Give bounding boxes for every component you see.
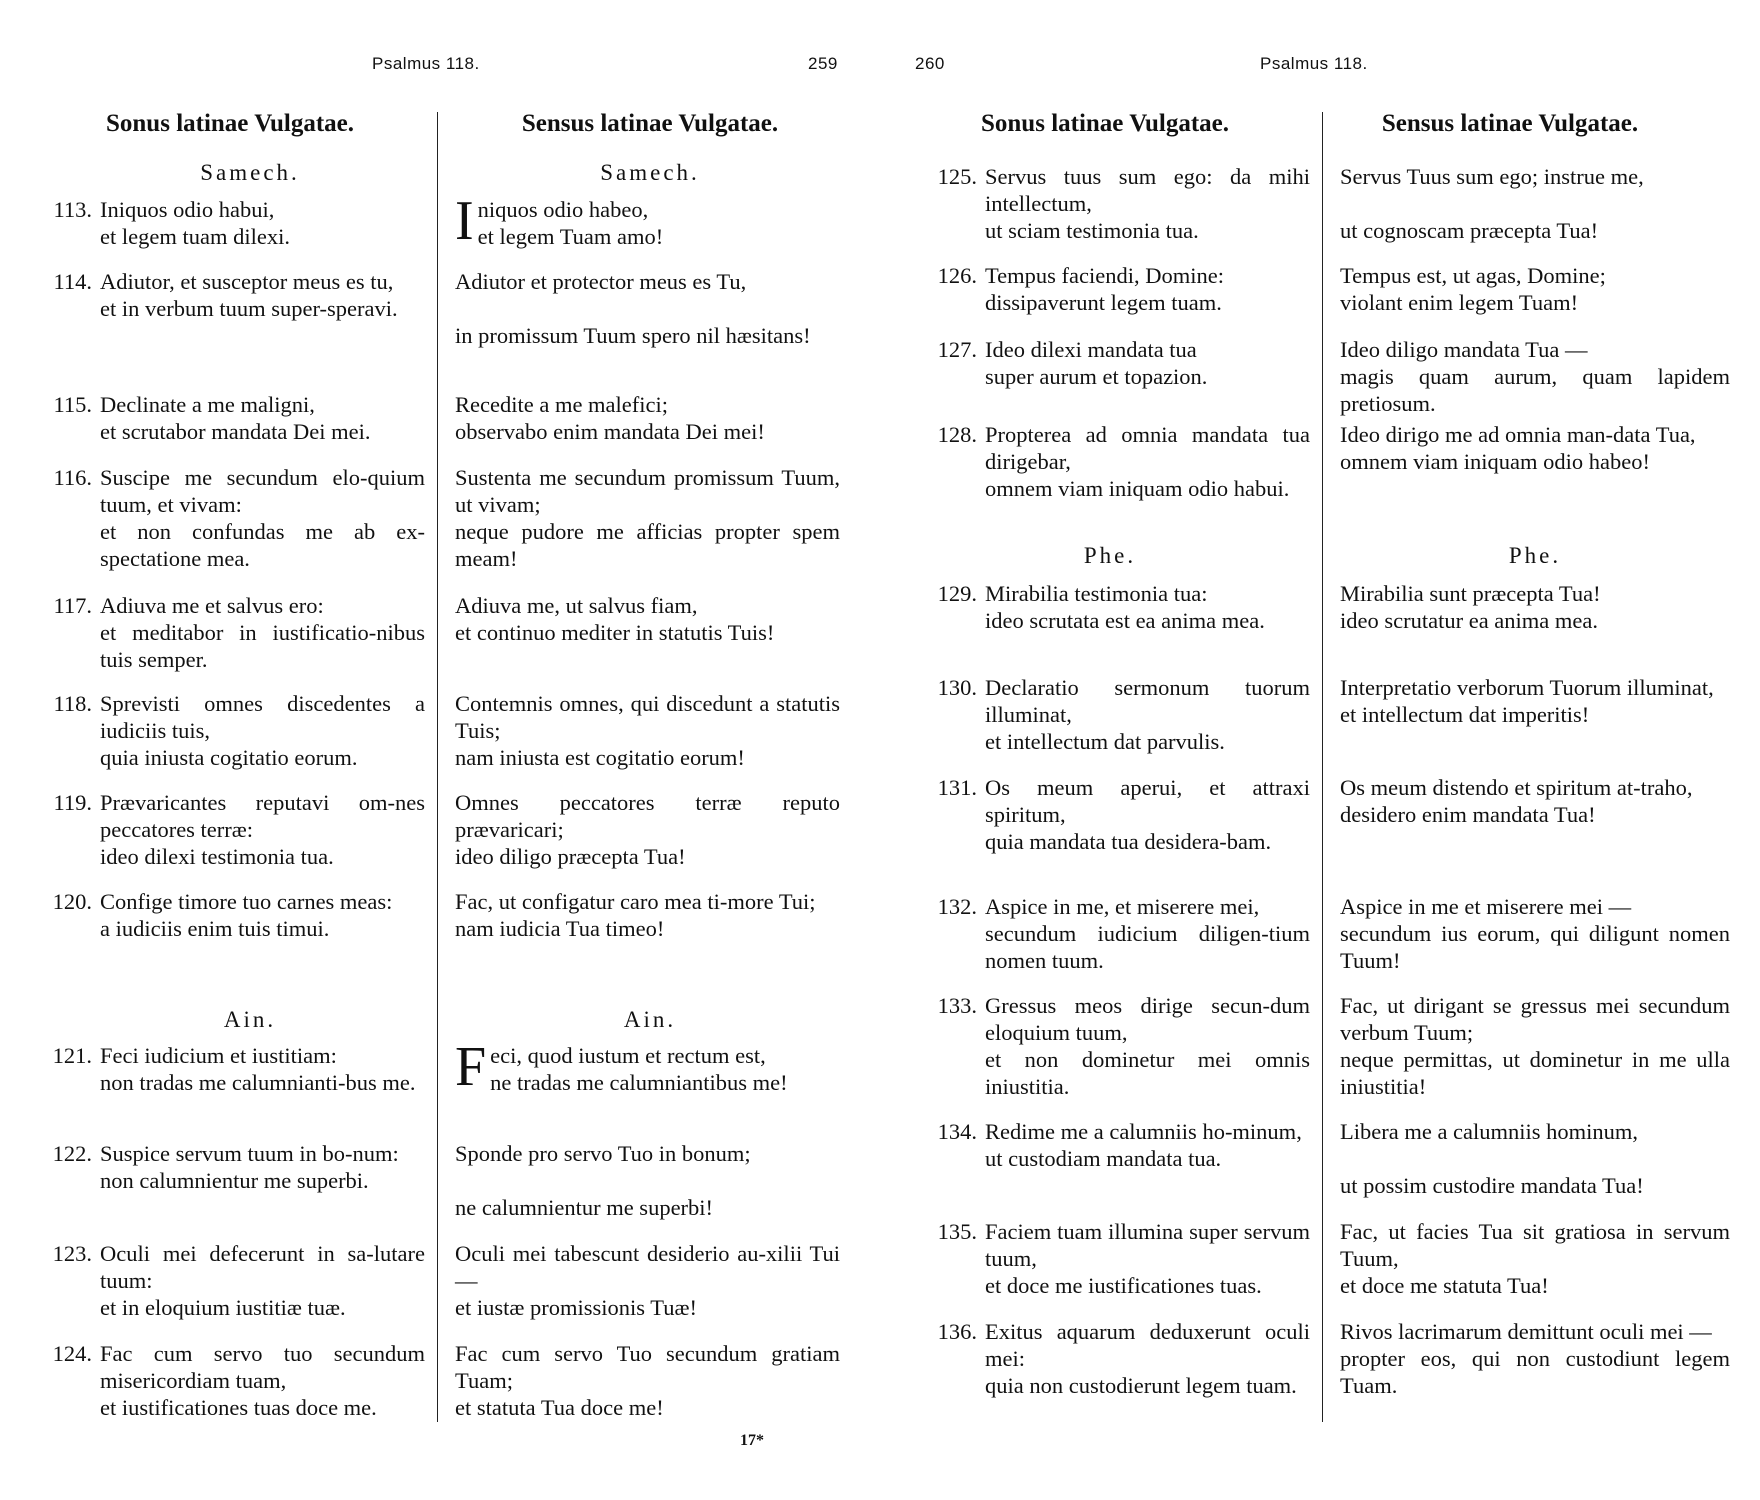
verse-text: Fac, ut facies Tua sit gratiosa in servum Tuum, et doce me statuta Tua!: [1340, 1219, 1730, 1298]
verse: [455, 1340, 840, 1421]
verse-number: 135.: [937, 1219, 977, 1244]
page-260: [880, 0, 1760, 1500]
page-number: 259: [808, 54, 838, 73]
verse: [40, 690, 425, 771]
verse: [925, 893, 1310, 974]
verse: [40, 888, 425, 942]
verse-text: Oculi mei tabescunt desiderio au-xilii Tui — et iustæ promissionis Tuæ!: [455, 1241, 840, 1320]
verse: [925, 336, 1310, 390]
verse: [40, 196, 425, 250]
verse-text: Ideo dilexi mandata tua super aurum et topazion.: [985, 337, 1208, 389]
verse-text: Feci iudicium et iustitiam: non tradas me calumnianti-bus me.: [100, 1043, 416, 1095]
verse-text: Redime me a calumniis ho-minum, ut custodiam mandata tua.: [985, 1119, 1302, 1171]
running-title: Psalmus 118.: [372, 54, 480, 73]
verse-text: Adiutor et protector meus es Tu, in promissum Tuum spero nil hæsitans!: [455, 269, 811, 348]
verse-number: 131.: [937, 775, 977, 800]
verse: [1340, 893, 1730, 974]
verse: [925, 774, 1310, 855]
verse: [925, 163, 1310, 244]
verse: [40, 1240, 425, 1321]
verse-number: 126.: [937, 263, 977, 288]
verse-text: Suscipe me secundum elo-quium tuum, et vivam: et non confundas me ab ex-spectatione mea.: [100, 465, 425, 571]
verse-number: 119.: [53, 790, 92, 815]
verse-text: Confige timore tuo carnes meas: a iudiciis enim tuis timui.: [100, 889, 393, 941]
verse-text: Faciem tuam illumina super servum tuum, et doce me iustificationes tuas.: [985, 1219, 1310, 1298]
verse-text: Libera me a calumniis hominum, ut possim custodire mandata Tua!: [1340, 1119, 1644, 1198]
verse-number: 120.: [52, 889, 92, 914]
verse-number: 136.: [937, 1319, 977, 1344]
verse-number: 124.: [52, 1341, 92, 1366]
verse-number: 116.: [53, 465, 92, 490]
verse-number: 115.: [53, 392, 92, 417]
verse: [1340, 1118, 1730, 1199]
verse-number: 113.: [53, 197, 92, 222]
verse: [1340, 992, 1730, 1100]
verse: [925, 1318, 1310, 1399]
verse: [1340, 421, 1730, 475]
verse-text: Suspice servum tuum in bo-num: non calumnientur me superbi.: [100, 1141, 399, 1193]
verse-number: 133.: [937, 993, 977, 1018]
section-heading-phe: Phe.: [1508, 543, 1562, 568]
verse: [925, 580, 1310, 634]
verse: [1340, 580, 1730, 634]
verse-text: Mirabilia testimonia tua: ideo scrutata est ea anima mea.: [985, 581, 1265, 633]
verse-text: Prævaricantes reputavi om-nes peccatores terræ: ideo dilexi testimonia tua.: [100, 790, 425, 869]
running-title: Psalmus 118.: [1260, 54, 1368, 73]
verse: [455, 1240, 840, 1321]
verse-text: Fac cum servo Tuo secundum gratiam Tuam; et statuta Tua doce me!: [455, 1341, 840, 1420]
verse-text: niquos odio habeo, et legem Tuam amo!: [477, 197, 664, 249]
verse-text: Contemnis omnes, qui discedunt a statutis Tuis; nam iniusta est cogitatio eorum!: [455, 691, 840, 770]
verse: [1340, 1318, 1730, 1399]
verse: [1340, 674, 1730, 728]
verse-text: eci, quod iustum et rectum est, ne tradas me calumniantibus me!: [490, 1043, 788, 1095]
verse-number: 123.: [52, 1241, 92, 1266]
verse: [455, 391, 840, 445]
verse-text: Omnes peccatores terræ reputo prævaricari; ideo diligo præcepta Tua!: [455, 790, 840, 869]
verse: [1340, 336, 1730, 417]
verse-number: 132.: [937, 894, 977, 919]
verse: [40, 789, 425, 870]
verse: [40, 592, 425, 673]
verse-number: 125.: [937, 164, 977, 189]
verse: [455, 888, 840, 942]
verse-text: Sponde pro servo Tuo in bonum; ne calumnientur me superbi!: [455, 1141, 751, 1220]
verse-text: Propterea ad omnia mandata tua dirigebar, omnem viam iniquam odio habui.: [985, 422, 1310, 501]
verse-text: Iniquos odio habui, et legem tuam dilexi.: [100, 197, 290, 249]
drop-cap: I: [455, 190, 474, 252]
verse-text: Declaratio sermonum tuorum illuminat, et intellectum dat parvulis.: [985, 675, 1310, 754]
verse: [925, 421, 1310, 502]
verse: [40, 1140, 425, 1194]
column-divider: [437, 112, 438, 1422]
verse: [1340, 262, 1730, 316]
verse: [925, 992, 1310, 1100]
drop-cap: F: [455, 1036, 487, 1098]
verse-number: 130.: [937, 675, 977, 700]
verse: [1340, 163, 1730, 244]
verse: [925, 674, 1310, 755]
verse: [455, 789, 840, 870]
verse-number: 134.: [937, 1119, 977, 1144]
verse: [925, 262, 1310, 316]
section-heading-samech: Samech.: [600, 160, 700, 185]
verse-text: Aspice in me, et miserere mei, secundum iudicium diligen-tium nomen tuum.: [985, 894, 1310, 973]
verse-text: Exitus aquarum deduxerunt oculi mei: quia non custodierunt legem tuam.: [985, 1319, 1310, 1398]
verse-number: 114.: [53, 269, 92, 294]
verse-text: Os meum distendo et spiritum at-traho, desidero enim mandata Tua!: [1340, 775, 1693, 827]
verse-text: Servus Tuus sum ego; instrue me, ut cognoscam præcepta Tua!: [1340, 164, 1644, 243]
verse: [455, 592, 840, 646]
verse: [40, 1042, 425, 1096]
verse: [1340, 1218, 1730, 1299]
verse: [925, 1218, 1310, 1299]
verse-text: Adiuva me, ut salvus fiam, et continuo mediter in statutis Tuis!: [455, 593, 775, 645]
verse-text: Adiuva me et salvus ero: et meditabor in iustificatio-nibus tuis semper.: [100, 593, 425, 672]
verse-number: 117.: [53, 593, 92, 618]
verse: [455, 1036, 840, 1098]
verse-text: Fac, ut configatur caro mea ti-more Tui; nam iudicia Tua timeo!: [455, 889, 816, 941]
verse-text: Interpretatio verborum Tuorum illuminat, et intellectum dat imperitis!: [1340, 675, 1714, 727]
verse-text: Mirabilia sunt præcepta Tua! ideo scrutatur ea anima mea.: [1340, 581, 1601, 633]
verse: [455, 190, 840, 252]
verse: [40, 391, 425, 445]
column-heading-sonus: Sonus latinae Vulgatae.: [106, 110, 354, 137]
signature-mark: 17*: [740, 1432, 764, 1449]
verse: [40, 1340, 425, 1421]
column-heading-sonus: Sonus latinae Vulgatae.: [981, 110, 1229, 137]
verse: [455, 690, 840, 771]
verse-text: Sprevisti omnes discedentes a iudiciis tuis, quia iniusta cogitatio eorum.: [100, 691, 425, 770]
verse: [455, 464, 840, 572]
verse-text: Servus tuus sum ego: da mihi intellectum, ut sciam testimonia tua.: [985, 164, 1310, 243]
verse-text: Sustenta me secundum promissum Tuum, ut vivam; neque pudore me afficias propter spem meam!: [455, 465, 840, 571]
page-number: 260: [915, 54, 945, 73]
verse: [455, 268, 840, 349]
verse: [40, 268, 425, 322]
verse: [925, 1118, 1310, 1172]
verse-number: 121.: [52, 1043, 92, 1068]
verse-text: Tempus est, ut agas, Domine; violant enim legem Tuam!: [1340, 263, 1606, 315]
verse: [455, 1140, 840, 1221]
verse: [40, 464, 425, 572]
verse-number: 129.: [937, 581, 977, 606]
verse-text: Oculi mei defecerunt in sa-lutare tuum: et in eloquium iustitiæ tuæ.: [100, 1241, 425, 1320]
verse-text: Tempus faciendi, Domine: dissipaverunt legem tuam.: [985, 263, 1224, 315]
verse-text: Gressus meos dirige secun-dum eloquium tuum, et non dominetur mei omnis iniustitia.: [985, 993, 1310, 1099]
section-heading-ain: Ain.: [623, 1007, 677, 1032]
verse-text: Recedite a me malefici; observabo enim mandata Dei mei!: [455, 392, 765, 444]
column-heading-sensus: Sensus latinae Vulgatae.: [521, 110, 779, 137]
section-heading-samech: Samech.: [200, 160, 300, 185]
verse-number: 128.: [937, 422, 977, 447]
section-heading-ain: Ain.: [223, 1007, 277, 1032]
verse-text: Fac, ut dirigant se gressus mei secundum verbum Tuum; neque permittas, ut dominetur in me ulla iniustitia!: [1340, 993, 1730, 1099]
verse: [1340, 774, 1730, 828]
verse-number: 122.: [52, 1141, 92, 1166]
section-heading-phe: Phe.: [1083, 543, 1137, 568]
verse-text: Os meum aperui, et attraxi spiritum, quia mandata tua desidera-bam.: [985, 775, 1310, 854]
verse-text: Ideo dirigo me ad omnia man-data Tua, omnem viam iniquam odio habeo!: [1340, 422, 1696, 474]
column-divider: [1322, 112, 1323, 1422]
verse-text: Adiutor, et susceptor meus es tu, et in verbum tuum super-speravi.: [100, 269, 398, 321]
verse-text: Aspice in me et miserere mei — secundum ius eorum, qui diligunt nomen Tuum!: [1340, 894, 1730, 973]
column-heading-sensus: Sensus latinae Vulgatae.: [1381, 110, 1639, 137]
verse-text: Declinate a me maligni, et scrutabor mandata Dei mei.: [100, 392, 371, 444]
verse-text: Rivos lacrimarum demittunt oculi mei — propter eos, qui non custodiunt legem Tuam.: [1340, 1319, 1730, 1398]
verse-number: 127.: [937, 337, 977, 362]
verse-text: Fac cum servo tuo secundum misericordiam tuam, et iustificationes tuas doce me.: [100, 1341, 425, 1420]
verse-text: Ideo diligo mandata Tua — magis quam aurum, quam lapidem pretiosum.: [1340, 337, 1730, 416]
verse-number: 118.: [53, 691, 92, 716]
